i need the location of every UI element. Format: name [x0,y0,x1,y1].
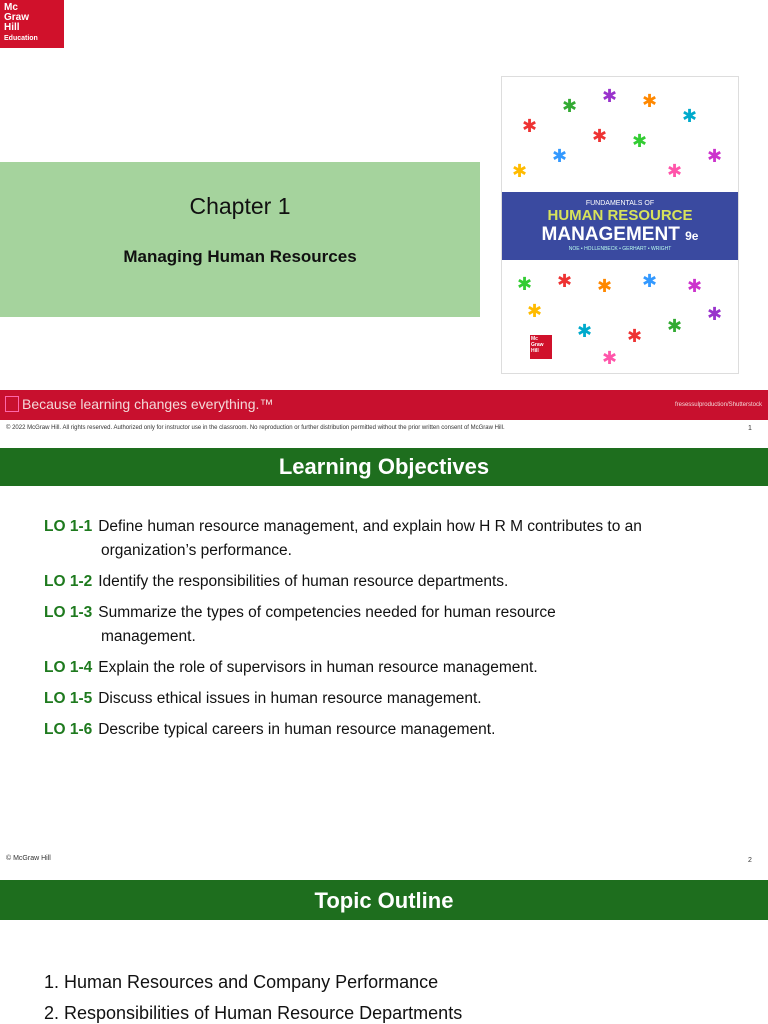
lo-item: LO 1-6 Describe typical careers in human resource management. [44,721,496,738]
cover-publisher-badge: Mc Graw Hill [530,335,552,359]
lo-item: LO 1-4 Explain the role of supervisors in human resource management. [44,659,538,676]
page-number: 2 [748,857,752,864]
tagline: Because learning changes everything.™ [22,396,274,412]
chapter-subtitle: Managing Human Resources [123,247,357,266]
book-cover-image: ✱ ✱ ✱ ✱ ✱ ✱ ✱ ✱ ✱ ✱ ✱ ✱ ✱ ✱ ✱ ✱ ✱ ✱ ✱ ✱ ✱ ✱ FUNDAMENTALS OF HUMAN RESOURCE MANAGEMENT 9e NOE • HOLLENBECK • GERHART • WRIGHT Mc Graw Hill [501,76,739,374]
chapter-title: Chapter 1 [189,193,291,219]
cover-title-band: FUNDAMENTALS OF HUMAN RESOURCE MANAGEMENT 9e NOE • HOLLENBECK • GERHART • WRIGHT [502,192,738,260]
slide-title: Topic Outline [0,880,768,920]
lo-item: LO 1-2 Identify the responsibilities of human resource departments. [44,573,509,590]
outline-item: 1. Human Resources and Company Performance [44,972,439,992]
image-credit: fresessulproduction/Shutterstock [674,402,762,408]
mcgraw-hill-logo: Mc Graw Hill Education [0,0,64,48]
learning-objectives-list [44,515,744,749]
slide-title: Learning Objectives [0,448,768,486]
page-number: 1 [748,425,752,432]
lo-item: LO 1-1 Define human resource management, and explain how H R M contributes to an organization’s performance. [44,518,642,559]
copyright-notice: © 2022 McGraw Hill. All rights reserved. Authorized only for instructor use in the classroom. No reproduction or further distribution permitted without the prior written consent of McGraw Hill. [6,425,505,431]
brand-squares-icon [5,396,19,412]
brand-banner [0,390,768,420]
lo-item: LO 1-3 Summarize the types of competencies needed for human resource management. [44,604,556,645]
footer-copyright: © McGraw Hill [6,855,51,862]
lo-item: LO 1-5 Discuss ethical issues in human resource management. [44,690,482,707]
chapter-title-box [0,162,480,317]
outline-item: 2. Responsibilities of Human Resource Departments [44,1003,463,1023]
